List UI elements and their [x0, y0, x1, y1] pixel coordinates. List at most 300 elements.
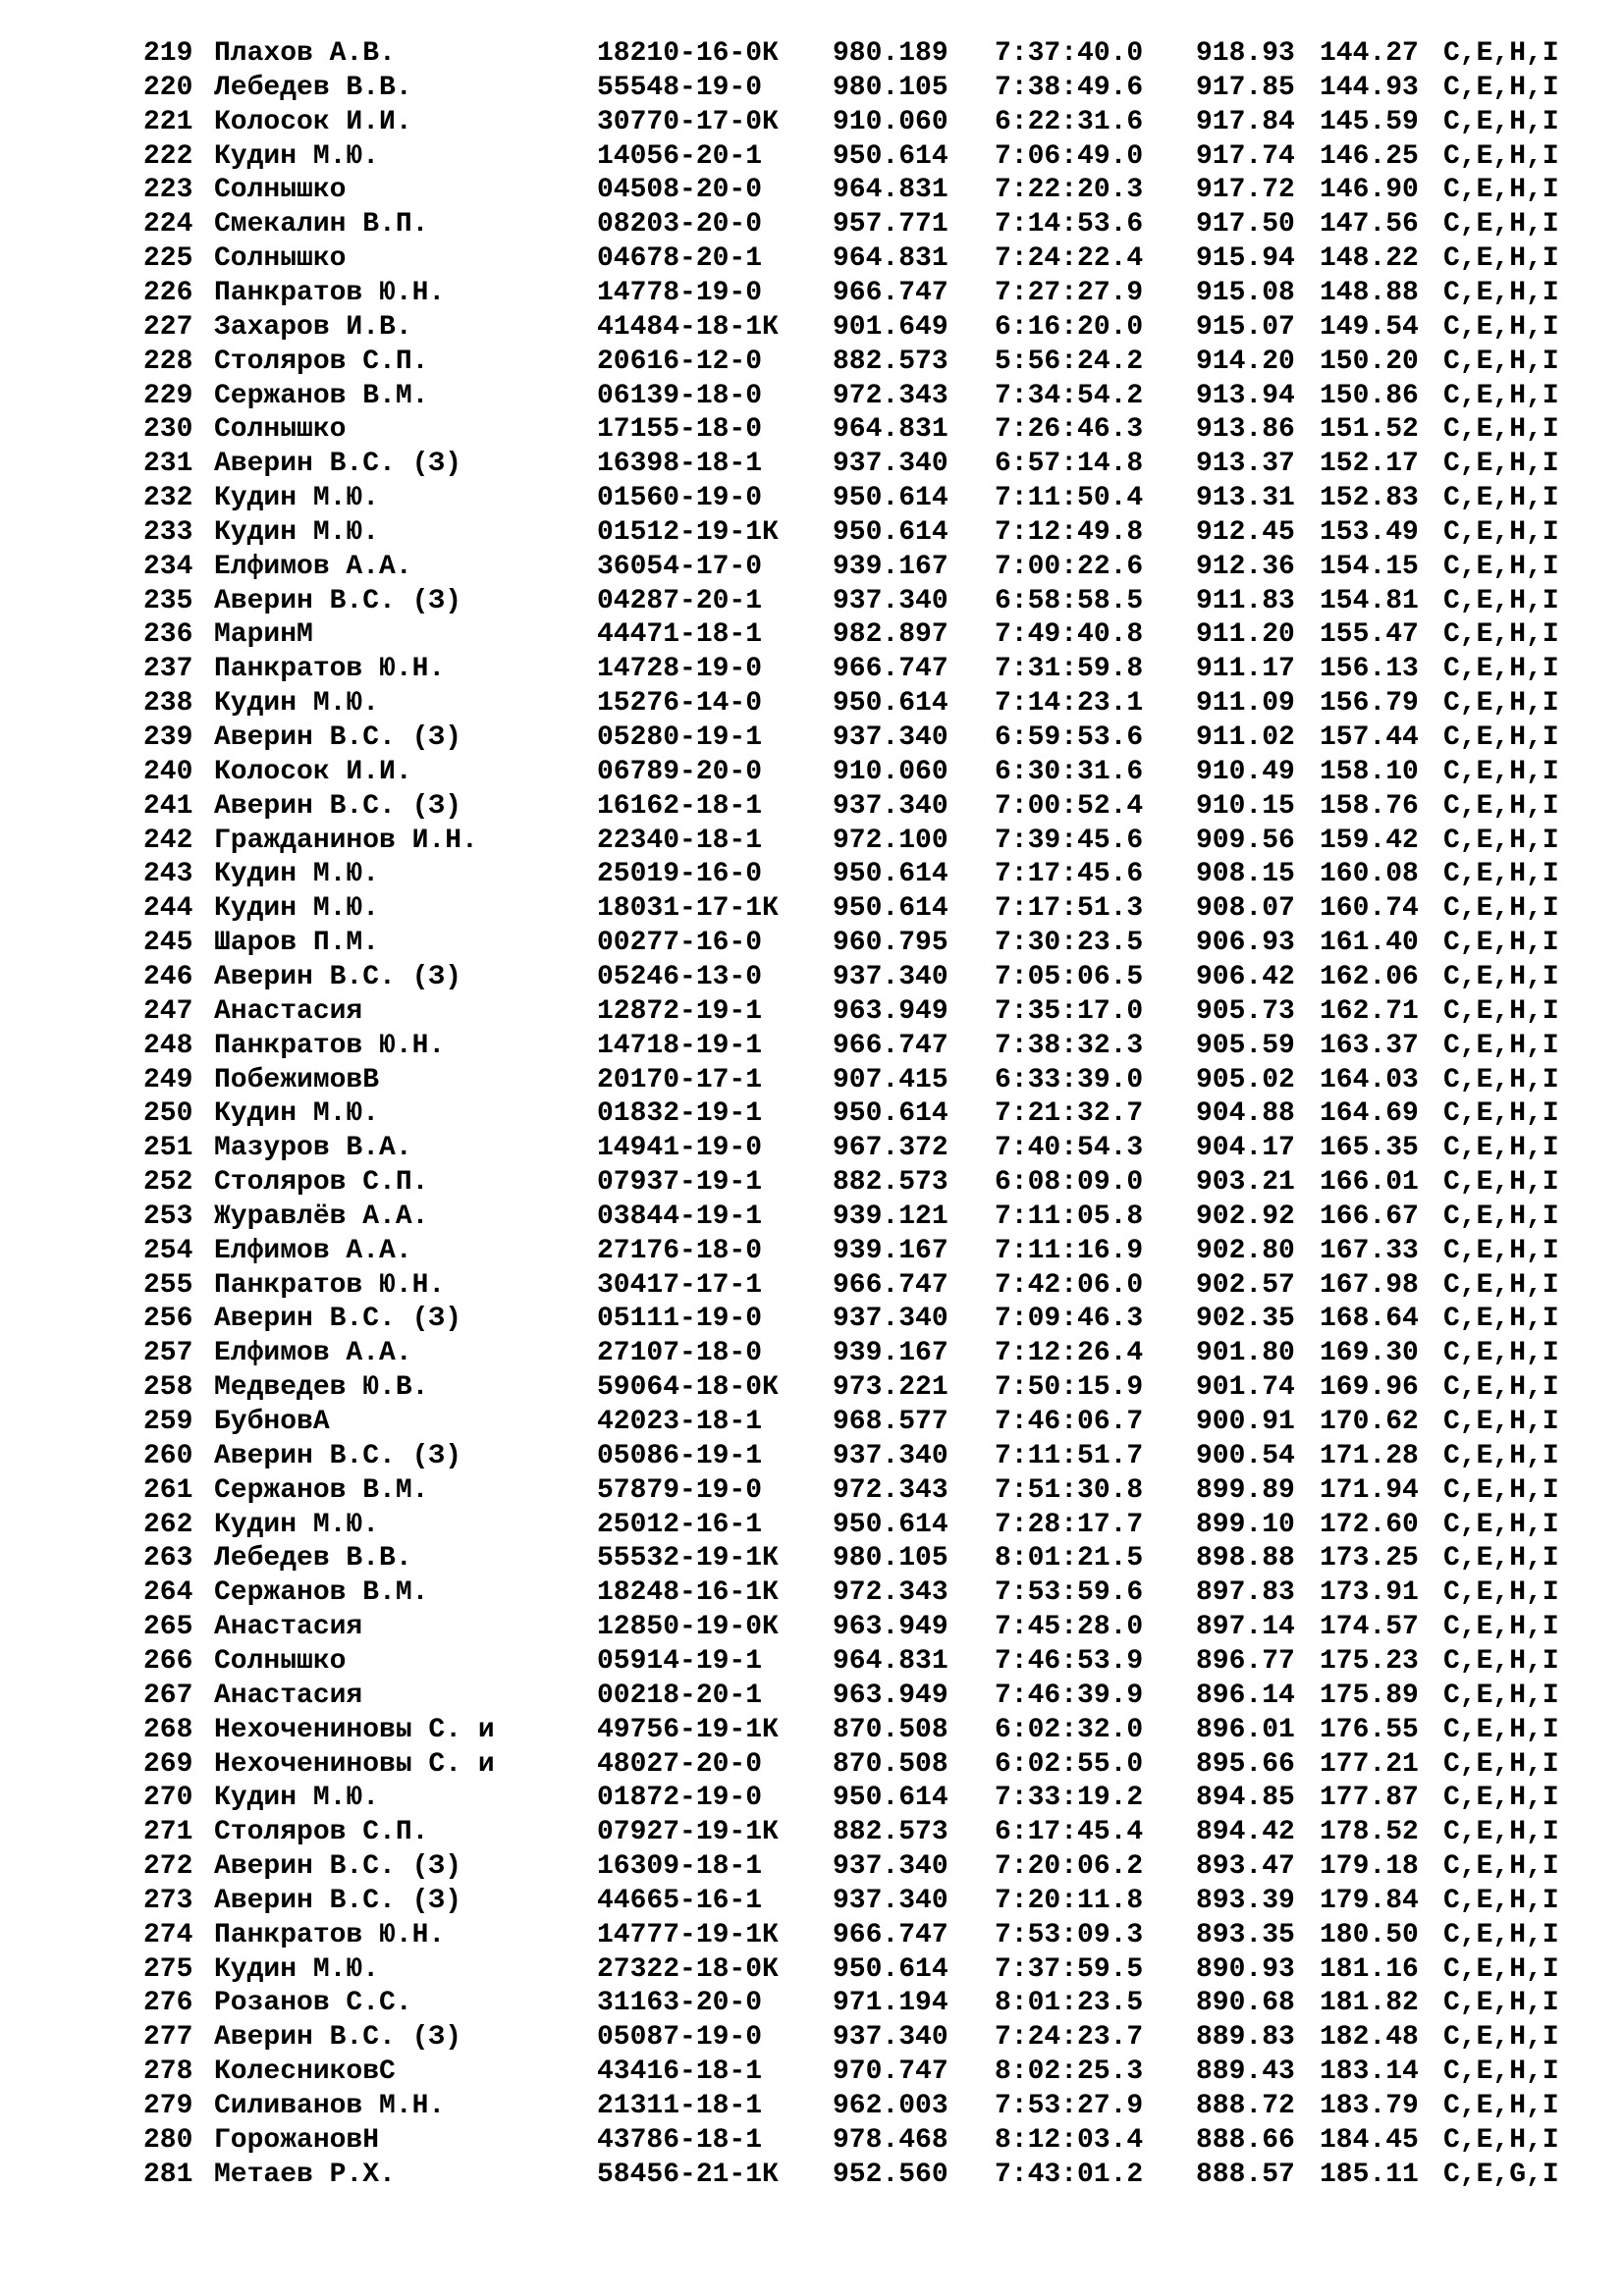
table-row: [0, 1029, 1624, 1063]
distance: 901.649: [833, 311, 948, 343]
participant-name: Кудин М.Ю.: [214, 483, 380, 514]
ring-number: 43786-18-1: [597, 2124, 763, 2156]
distance: 937.340: [833, 790, 948, 822]
speed: 902.35: [1196, 1304, 1295, 1335]
ring-number: 14056-20-1: [597, 140, 763, 172]
ring-number: 14778-19-0: [597, 277, 763, 308]
speed: 908.15: [1196, 859, 1295, 890]
distance: 937.340: [833, 1440, 948, 1471]
flight-time: 8:02:25.3: [995, 2056, 1144, 2088]
row-number: 236: [143, 619, 193, 651]
flags: C,E,H,I: [1443, 346, 1559, 377]
flight-time: 7:37:40.0: [995, 38, 1144, 69]
participant-name: Сержанов В.М.: [214, 380, 429, 411]
points: 148.22: [1320, 243, 1419, 275]
distance: 939.167: [833, 551, 948, 582]
distance: 950.614: [833, 1953, 948, 1985]
distance: 907.415: [833, 1064, 948, 1095]
row-number: 227: [143, 311, 193, 343]
flags: C,E,H,I: [1443, 995, 1559, 1027]
distance: 963.949: [833, 995, 948, 1027]
ring-number: 16162-18-1: [597, 790, 763, 822]
flags: C,E,H,I: [1443, 1167, 1559, 1199]
row-number: 254: [143, 1235, 193, 1266]
flight-time: 8:01:21.5: [995, 1543, 1144, 1575]
ring-number: 01560-19-0: [597, 483, 763, 514]
flags: C,E,H,I: [1443, 140, 1559, 172]
points: 152.83: [1320, 483, 1419, 514]
points: 170.62: [1320, 1407, 1419, 1437]
distance: 972.100: [833, 825, 948, 856]
speed: 917.72: [1196, 175, 1295, 206]
row-number: 220: [143, 72, 193, 103]
speed: 917.84: [1196, 106, 1295, 137]
table-row: [0, 1575, 1624, 1610]
ring-number: 22340-18-1: [597, 825, 763, 856]
speed: 890.93: [1196, 1953, 1295, 1985]
flight-time: 7:46:53.9: [995, 1645, 1144, 1677]
row-number: 272: [143, 1851, 193, 1883]
flags: C,E,H,I: [1443, 1098, 1559, 1130]
speed: 889.83: [1196, 2022, 1295, 2054]
flight-time: 7:51:30.8: [995, 1474, 1144, 1506]
flight-time: 7:11:05.8: [995, 1201, 1144, 1232]
row-number: 248: [143, 1030, 193, 1061]
points: 160.74: [1320, 893, 1419, 925]
points: 185.11: [1320, 2159, 1419, 2190]
flight-time: 7:45:28.0: [995, 1612, 1144, 1643]
points: 146.90: [1320, 175, 1419, 206]
table-row: [0, 2123, 1624, 2158]
distance: 937.340: [833, 722, 948, 753]
participant-name: Кудин М.Ю.: [214, 1953, 380, 1985]
speed: 897.14: [1196, 1612, 1295, 1643]
row-number: 246: [143, 961, 193, 992]
flags: C,E,H,I: [1443, 961, 1559, 992]
row-number: 253: [143, 1201, 193, 1232]
ring-number: 30770-17-0К: [597, 106, 779, 137]
ring-number: 00218-20-1: [597, 1680, 763, 1711]
points: 149.54: [1320, 311, 1419, 343]
points: 157.44: [1320, 722, 1419, 753]
participant-name: Колосок И.И.: [214, 106, 412, 137]
participant-name: Кудин М.Ю.: [214, 1783, 380, 1814]
table-row: [0, 1165, 1624, 1200]
points: 158.76: [1320, 790, 1419, 822]
table-row: [0, 1200, 1624, 1234]
distance: 910.060: [833, 106, 948, 137]
table-row: [0, 686, 1624, 721]
row-number: 237: [143, 654, 193, 685]
flags: C,E,H,I: [1443, 1338, 1559, 1369]
speed: 917.85: [1196, 72, 1295, 103]
participant-name: Кудин М.Ю.: [214, 859, 380, 890]
table-row: [0, 1713, 1624, 1747]
table-row: [0, 515, 1624, 550]
ring-number: 18031-17-1К: [597, 893, 779, 925]
flags: C,E,H,I: [1443, 619, 1559, 651]
table-row: [0, 71, 1624, 105]
speed: 911.02: [1196, 722, 1295, 753]
participant-name: Кудин М.Ю.: [214, 1098, 380, 1130]
table-row: [0, 1405, 1624, 1439]
table-row: [0, 584, 1624, 618]
ring-number: 12872-19-1: [597, 995, 763, 1027]
flight-time: 7:26:46.3: [995, 414, 1144, 446]
row-number: 234: [143, 551, 193, 582]
participant-name: МаринМ: [214, 619, 313, 651]
ring-number: 55548-19-0: [597, 72, 763, 103]
speed: 915.94: [1196, 243, 1295, 275]
speed: 894.85: [1196, 1783, 1295, 1814]
speed: 896.14: [1196, 1680, 1295, 1711]
row-number: 229: [143, 380, 193, 411]
row-number: 271: [143, 1817, 193, 1848]
flags: C,E,H,I: [1443, 1919, 1559, 1950]
flight-time: 7:42:06.0: [995, 1269, 1144, 1301]
flight-time: 7:53:09.3: [995, 1919, 1144, 1950]
distance: 950.614: [833, 859, 948, 890]
row-number: 269: [143, 1748, 193, 1780]
speed: 909.56: [1196, 825, 1295, 856]
table-row: [0, 481, 1624, 515]
points: 180.50: [1320, 1919, 1419, 1950]
points: 176.55: [1320, 1714, 1419, 1745]
distance: 960.795: [833, 928, 948, 959]
table-row: [0, 891, 1624, 926]
participant-name: Панкратов Ю.Н.: [214, 1269, 446, 1301]
flight-time: 7:28:17.7: [995, 1509, 1144, 1540]
speed: 908.07: [1196, 893, 1295, 925]
flight-time: 6:58:58.5: [995, 585, 1144, 616]
distance: 973.221: [833, 1372, 948, 1404]
participant-name: Аверин В.С. (З): [214, 722, 462, 753]
row-number: 265: [143, 1612, 193, 1643]
participant-name: Анастасия: [214, 995, 363, 1027]
points: 166.67: [1320, 1201, 1419, 1232]
distance: 963.949: [833, 1612, 948, 1643]
participant-name: Аверин В.С. (З): [214, 449, 462, 480]
points: 144.27: [1320, 38, 1419, 69]
distance: 882.573: [833, 1817, 948, 1848]
flight-time: 6:02:55.0: [995, 1748, 1144, 1780]
table-row: [0, 1541, 1624, 1575]
distance: 937.340: [833, 449, 948, 480]
speed: 888.66: [1196, 2124, 1295, 2156]
ring-number: 05111-19-0: [597, 1304, 763, 1335]
ring-number: 05087-19-0: [597, 2022, 763, 2054]
ring-number: 05914-19-1: [597, 1645, 763, 1677]
row-number: 250: [143, 1098, 193, 1130]
distance: 937.340: [833, 1885, 948, 1916]
distance: 964.831: [833, 414, 948, 446]
distance: 882.573: [833, 1167, 948, 1199]
participant-name: Смекалин В.П.: [214, 209, 429, 240]
flags: C,E,H,I: [1443, 311, 1559, 343]
flags: C,E,H,I: [1443, 414, 1559, 446]
participant-name: Аверин В.С. (З): [214, 1851, 462, 1883]
table-row: [0, 1302, 1624, 1336]
distance: 939.167: [833, 1338, 948, 1369]
ring-number: 44471-18-1: [597, 619, 763, 651]
distance: 972.343: [833, 1474, 948, 1506]
table-row: [0, 1986, 1624, 2020]
flight-time: 7:40:54.3: [995, 1133, 1144, 1164]
flags: C,E,H,I: [1443, 790, 1559, 822]
distance: 939.121: [833, 1201, 948, 1232]
points: 169.96: [1320, 1372, 1419, 1404]
participant-name: Столяров С.П.: [214, 1167, 429, 1199]
distance: 982.897: [833, 619, 948, 651]
speed: 915.08: [1196, 277, 1295, 308]
flight-time: 7:00:22.6: [995, 551, 1144, 582]
participant-name: Силиванов М.Н.: [214, 2091, 446, 2121]
row-number: 241: [143, 790, 193, 822]
table-row: [0, 1679, 1624, 1713]
points: 161.40: [1320, 928, 1419, 959]
distance: 882.573: [833, 346, 948, 377]
distance: 971.194: [833, 1988, 948, 2019]
speed: 904.88: [1196, 1098, 1295, 1130]
table-row: [0, 207, 1624, 241]
row-number: 219: [143, 38, 193, 69]
flight-time: 6:02:32.0: [995, 1714, 1144, 1745]
flight-time: 6:59:53.6: [995, 722, 1144, 753]
flags: C,E,H,I: [1443, 688, 1559, 720]
distance: 870.508: [833, 1748, 948, 1780]
points: 177.87: [1320, 1783, 1419, 1814]
speed: 912.36: [1196, 551, 1295, 582]
flight-time: 7:22:20.3: [995, 175, 1144, 206]
row-number: 223: [143, 175, 193, 206]
participant-name: Метаев Р.Х.: [214, 2159, 396, 2190]
flight-time: 8:01:23.5: [995, 1988, 1144, 2019]
table-row: [0, 1336, 1624, 1370]
ring-number: 04678-20-1: [597, 243, 763, 275]
row-number: 255: [143, 1269, 193, 1301]
row-number: 279: [143, 2091, 193, 2121]
flight-time: 7:34:54.2: [995, 380, 1144, 411]
distance: 950.614: [833, 1509, 948, 1540]
table-row: [0, 652, 1624, 686]
flight-time: 7:12:26.4: [995, 1338, 1144, 1369]
participant-name: Лебедев В.В.: [214, 72, 412, 103]
points: 154.81: [1320, 585, 1419, 616]
speed: 893.35: [1196, 1919, 1295, 1950]
distance: 957.771: [833, 209, 948, 240]
ring-number: 27176-18-0: [597, 1235, 763, 1266]
speed: 917.74: [1196, 140, 1295, 172]
table-row: [0, 173, 1624, 207]
distance: 966.747: [833, 1269, 948, 1301]
points: 175.89: [1320, 1680, 1419, 1711]
flight-time: 7:30:23.5: [995, 928, 1144, 959]
flight-time: 7:24:22.4: [995, 243, 1144, 275]
participant-name: Сержанов В.М.: [214, 1474, 429, 1506]
row-number: 232: [143, 483, 193, 514]
row-number: 242: [143, 825, 193, 856]
flags: C,E,H,I: [1443, 1851, 1559, 1883]
points: 181.16: [1320, 1953, 1419, 1985]
flags: C,E,G,I: [1443, 2159, 1559, 2190]
row-number: 278: [143, 2056, 193, 2088]
table-row: [0, 1268, 1624, 1303]
distance: 972.343: [833, 1577, 948, 1609]
table-row: [0, 1473, 1624, 1508]
participant-name: Солнышко: [214, 175, 347, 206]
points: 184.45: [1320, 2124, 1419, 2156]
flags: C,E,H,I: [1443, 1953, 1559, 1985]
points: 148.88: [1320, 277, 1419, 308]
row-number: 233: [143, 516, 193, 548]
ring-number: 04287-20-1: [597, 585, 763, 616]
flight-time: 7:20:06.2: [995, 1851, 1144, 1883]
table-row: [0, 310, 1624, 345]
participant-name: Солнышко: [214, 1645, 347, 1677]
ring-number: 08203-20-0: [597, 209, 763, 240]
distance: 870.508: [833, 1714, 948, 1745]
ring-number: 20616-12-0: [597, 346, 763, 377]
participant-name: Розанов С.С.: [214, 1988, 412, 2019]
speed: 897.83: [1196, 1577, 1295, 1609]
participant-name: Сержанов В.М.: [214, 1577, 429, 1609]
distance: 967.372: [833, 1133, 948, 1164]
flags: C,E,H,I: [1443, 756, 1559, 787]
flags: C,E,H,I: [1443, 928, 1559, 959]
points: 165.35: [1320, 1133, 1419, 1164]
table-row: [0, 1884, 1624, 1918]
row-number: 230: [143, 414, 193, 446]
ring-number: 05280-19-1: [597, 722, 763, 753]
distance: 950.614: [833, 893, 948, 925]
row-number: 274: [143, 1919, 193, 1950]
row-number: 247: [143, 995, 193, 1027]
participant-name: Кудин М.Ю.: [214, 1509, 380, 1540]
distance: 972.343: [833, 380, 948, 411]
points: 164.69: [1320, 1098, 1419, 1130]
flight-time: 7:17:51.3: [995, 893, 1144, 925]
table-row: [0, 1644, 1624, 1679]
flags: C,E,H,I: [1443, 209, 1559, 240]
flight-time: 7:05:06.5: [995, 961, 1144, 992]
table-row: [0, 1096, 1624, 1131]
flight-time: 7:11:16.9: [995, 1235, 1144, 1266]
ring-number: 03844-19-1: [597, 1201, 763, 1232]
row-number: 273: [143, 1885, 193, 1916]
points: 147.56: [1320, 209, 1419, 240]
row-number: 267: [143, 1680, 193, 1711]
flight-time: 7:53:27.9: [995, 2091, 1144, 2121]
table-row: [0, 1952, 1624, 1987]
flags: C,E,H,I: [1443, 1064, 1559, 1095]
participant-name: Кудин М.Ю.: [214, 688, 380, 720]
points: 158.10: [1320, 756, 1419, 787]
flight-time: 7:46:06.7: [995, 1407, 1144, 1437]
row-number: 238: [143, 688, 193, 720]
points: 151.52: [1320, 414, 1419, 446]
participant-name: ГорожановН: [214, 2124, 380, 2156]
participant-name: Гражданинов И.Н.: [214, 825, 478, 856]
flight-time: 7:50:15.9: [995, 1372, 1144, 1404]
participant-name: Кудин М.Ю.: [214, 140, 380, 172]
distance: 963.949: [833, 1680, 948, 1711]
points: 155.47: [1320, 619, 1419, 651]
flags: C,E,H,I: [1443, 1680, 1559, 1711]
flight-time: 7:09:46.3: [995, 1304, 1144, 1335]
row-number: 231: [143, 449, 193, 480]
ring-number: 00277-16-0: [597, 928, 763, 959]
participant-name: Захаров И.В.: [214, 311, 412, 343]
flags: C,E,H,I: [1443, 825, 1559, 856]
points: 162.06: [1320, 961, 1419, 992]
ring-number: 16309-18-1: [597, 1851, 763, 1883]
points: 167.33: [1320, 1235, 1419, 1266]
row-number: 276: [143, 1988, 193, 2019]
table-row: [0, 857, 1624, 891]
ring-number: 57879-19-0: [597, 1474, 763, 1506]
row-number: 226: [143, 277, 193, 308]
flight-time: 7:20:11.8: [995, 1885, 1144, 1916]
row-number: 260: [143, 1440, 193, 1471]
distance: 950.614: [833, 483, 948, 514]
points: 145.59: [1320, 106, 1419, 137]
participant-name: Елфимов А.А.: [214, 1338, 412, 1369]
flight-time: 6:30:31.6: [995, 756, 1144, 787]
table-row: [0, 789, 1624, 824]
ring-number: 07927-19-1К: [597, 1817, 779, 1848]
points: 167.98: [1320, 1269, 1419, 1301]
participant-name: ПобежимовВ: [214, 1064, 380, 1095]
distance: 978.468: [833, 2124, 948, 2156]
flight-time: 7:39:45.6: [995, 825, 1144, 856]
flags: C,E,H,I: [1443, 243, 1559, 275]
speed: 900.91: [1196, 1407, 1295, 1437]
points: 183.14: [1320, 2056, 1419, 2088]
flight-time: 7:06:49.0: [995, 140, 1144, 172]
speed: 898.88: [1196, 1543, 1295, 1575]
table-row: [0, 1781, 1624, 1815]
row-number: 225: [143, 243, 193, 275]
distance: 950.614: [833, 140, 948, 172]
ring-number: 20170-17-1: [597, 1064, 763, 1095]
speed: 903.21: [1196, 1167, 1295, 1199]
ring-number: 14777-19-1К: [597, 1919, 779, 1950]
participant-name: Шаров П.М.: [214, 928, 380, 959]
participant-name: КолесниковС: [214, 2056, 396, 2088]
ring-number: 43416-18-1: [597, 2056, 763, 2088]
flight-time: 7:38:32.3: [995, 1030, 1144, 1061]
flags: C,E,H,I: [1443, 1612, 1559, 1643]
speed: 911.20: [1196, 619, 1295, 651]
points: 156.79: [1320, 688, 1419, 720]
flight-time: 7:53:59.6: [995, 1577, 1144, 1609]
ring-number: 21311-18-1: [597, 2091, 763, 2121]
participant-name: Нехочениновы С. и: [214, 1714, 495, 1745]
participant-name: Столяров С.П.: [214, 1817, 429, 1848]
flags: C,E,H,I: [1443, 277, 1559, 308]
ring-number: 06789-20-0: [597, 756, 763, 787]
ring-number: 12850-19-0К: [597, 1612, 779, 1643]
speed: 910.15: [1196, 790, 1295, 822]
row-number: 257: [143, 1338, 193, 1369]
table-row: [0, 1439, 1624, 1473]
flight-time: 6:33:39.0: [995, 1064, 1144, 1095]
table-row: [0, 926, 1624, 960]
row-number: 266: [143, 1645, 193, 1677]
speed: 900.54: [1196, 1440, 1295, 1471]
flight-time: 7:21:32.7: [995, 1098, 1144, 1130]
distance: 952.560: [833, 2159, 948, 2190]
